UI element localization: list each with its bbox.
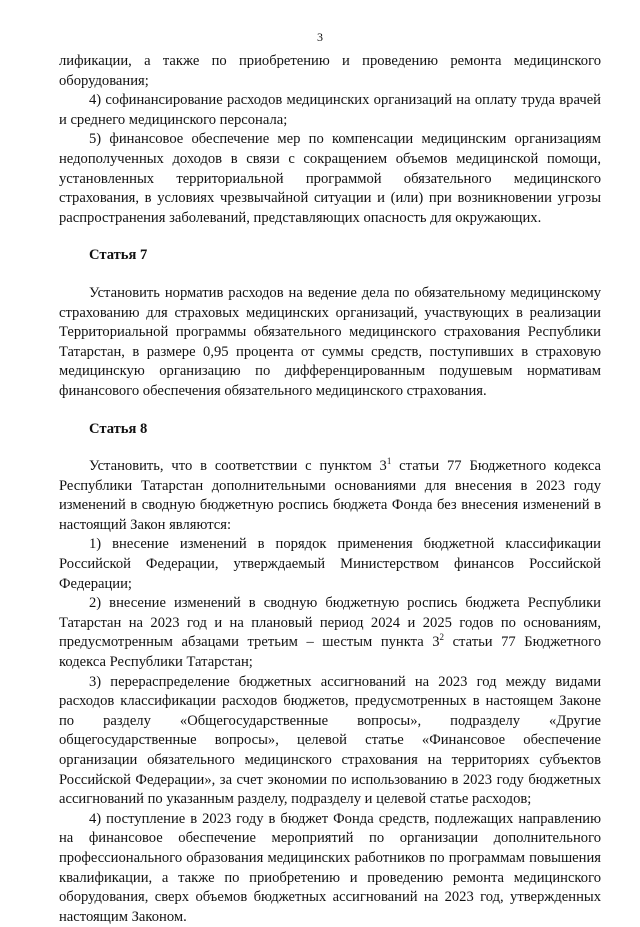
article-8-intro-text-b: статьи 77 Бюджетного кодекса Республики Татарстан дополнительными основаниями для внесения в 2023 году изменений в сводную бюджетную роспись бюджета Фонда без внесения изменений в настоящий Закон являются:: [59, 458, 602, 533]
article-8-item-4: 4) поступление в 2023 году в бюджет Фонда средств, подлежащих направлению на финансовое обеспечение мероприятий по организации дополнительного профессионального образования медицинских работников по программам повышения квалификации, а также по приобретению и проведению ремонта медицинского оборудования, сверх объемов бюджетных ассигнований на 2023 год, утвержденных настоящим Законом.: [59, 810, 601, 925]
article-8-intro: [59, 457, 601, 535]
page-number: 3: [317, 30, 323, 44]
article-8-heading: Статья 8: [89, 420, 148, 437]
article-8-item-3: 3) перераспределение бюджетных ассигнований на 2023 год между видами расходов классификации расходов бюджетов, предусмотренных в настоящем Законе по разделу «Общегосударственные вопросы», подразделу «Другие общегосударственные вопросы», целевой статье «Финансовое обеспечение организации обязательного медицинского страхования на территориях субъектов Российской Федерации», за счет экономии по использованию в 2023 году бюджетных ассигнований по указанным разделу, подразделу и целевой статье расходов;: [59, 673, 601, 808]
intro-paragraph-item-5: 5) финансовое обеспечение мер по компенсации медицинским организациям недополученных доходов в связи с сокращением объемов медицинской помощи, установленных территориальной программой обязательного медицинского страхования, в условиях чрезвычайной ситуации и (или) при возникновении угрозы распространения заболеваний, представляющих опасность для окружающих.: [59, 131, 601, 226]
article-8-item-1: 1) внесение изменений в порядок применения бюджетной классификации Российской Федерации, утверждаемый Министерством финансов Российской Федерации;: [59, 536, 601, 592]
article-8-intro-text-a: Установить, что в соответствии с пунктом 3: [89, 458, 387, 475]
document-body: [59, 52, 601, 927]
intro-paragraph-continuation: лификации, а также по приобретению и проведению ремонта медицинского оборудования;: [59, 53, 601, 89]
intro-paragraph-item-4: 4) софинансирование расходов медицинских организаций на оплату труда врачей и среднего медицинского персонала;: [59, 92, 601, 128]
article-7-heading: Статья 7: [89, 247, 148, 264]
article-8-item-2-text-b: статьи 77 Бюджетного кодекса Республики Татарстан;: [59, 634, 601, 671]
article-8-item-2-superscript: 2: [439, 632, 445, 643]
article-8-intro-superscript: 1: [386, 456, 392, 467]
article-7-text: Установить норматив расходов на ведение дела по обязательному медицинскому страхованию для страховых медицинских организаций, участвующих в реализации Территориальной программы обязательного медицинского страхования Республики Татарстан, в размере 0,95 процента от суммы средств, поступивших в страховую медицинскую организацию по дифференцированным подушевым нормативам финансового обеспечения обязательного медицинского страхования.: [59, 284, 601, 399]
article-8-item-2: [59, 594, 601, 672]
article-8-item-2-text-a: 2) внесение изменений в сводную бюджетную роспись бюджета Республики Татарстан на 2023 год и на плановый период 2024 и 2025 годов по основаниям, предусмотренным абзацами третьим – шестым пункта 3: [59, 595, 601, 651]
